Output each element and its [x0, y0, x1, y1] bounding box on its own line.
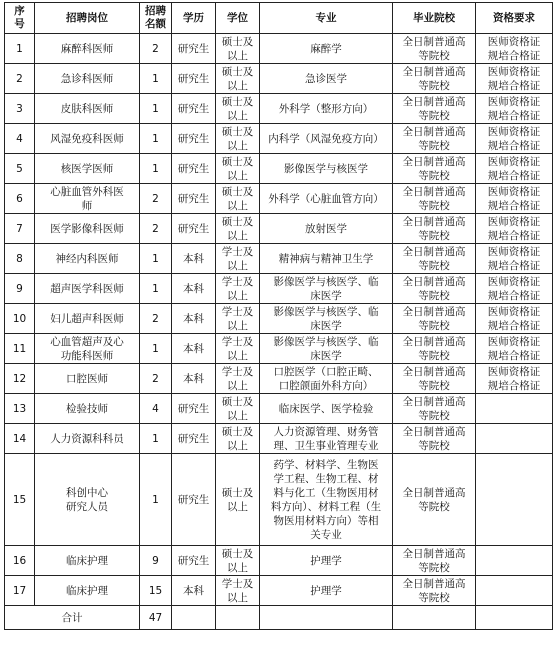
- cell-seq: 15: [5, 454, 35, 546]
- cell-school: 全日制普通高 等院校: [393, 546, 476, 576]
- cell-degree: 学士及 以上: [216, 576, 260, 606]
- cell-major: 放射医学: [260, 214, 393, 244]
- cell-count: 1: [140, 94, 172, 124]
- header-post: 招聘岗位: [35, 3, 140, 34]
- table-row: [5, 184, 553, 214]
- cell-post: 科创中心 研究人员: [35, 454, 140, 546]
- cell-school: 全日制普通高 等院校: [393, 274, 476, 304]
- cell-post: 风湿免疫科医师: [35, 124, 140, 154]
- cell-education: 本科: [172, 244, 216, 274]
- cell-school: 全日制普通高 等院校: [393, 94, 476, 124]
- cell-major: 精神病与精神卫生学: [260, 244, 393, 274]
- cell-requirement: 医师资格证 规培合格证: [476, 274, 553, 304]
- header-education: 学历: [172, 3, 216, 34]
- cell-count: 1: [140, 274, 172, 304]
- cell-education: 研究生: [172, 64, 216, 94]
- cell-post: 妇儿超声科医师: [35, 304, 140, 334]
- cell-degree: 硕士及 以上: [216, 394, 260, 424]
- cell-seq: 13: [5, 394, 35, 424]
- cell-education: 本科: [172, 334, 216, 364]
- header-school: 毕业院校: [393, 3, 476, 34]
- cell-major: 影像医学与核医学: [260, 154, 393, 184]
- cell-post: 超声医学科医师: [35, 274, 140, 304]
- cell-education: 研究生: [172, 424, 216, 454]
- cell-post: 口腔医师: [35, 364, 140, 394]
- cell-major: 影像医学与核医学、临 床医学: [260, 334, 393, 364]
- cell-degree: 硕士及 以上: [216, 184, 260, 214]
- table-body: [5, 34, 553, 630]
- cell-school: 全日制普通高 等院校: [393, 334, 476, 364]
- cell-seq: 5: [5, 154, 35, 184]
- total-row: [5, 606, 553, 630]
- cell-post: 临床护理: [35, 546, 140, 576]
- header-count: 招聘 名额: [140, 3, 172, 34]
- cell-requirement: [476, 454, 553, 546]
- cell-major: 内科学（风湿免疫方向）: [260, 124, 393, 154]
- table-row: [5, 154, 553, 184]
- cell-school: 全日制普通高 等院校: [393, 64, 476, 94]
- cell-count: 2: [140, 214, 172, 244]
- cell-degree: 硕士及 以上: [216, 424, 260, 454]
- cell-count: 1: [140, 64, 172, 94]
- cell-count: 2: [140, 304, 172, 334]
- cell-education: 研究生: [172, 184, 216, 214]
- cell-education: 本科: [172, 576, 216, 606]
- cell-count: 9: [140, 546, 172, 576]
- cell-school: 全日制普通高 等院校: [393, 576, 476, 606]
- cell-major: 影像医学与核医学、临 床医学: [260, 274, 393, 304]
- cell-count: 1: [140, 244, 172, 274]
- header-major: 专业: [260, 3, 393, 34]
- cell-requirement: 医师资格证 规培合格证: [476, 34, 553, 64]
- total-count: 47: [140, 606, 172, 630]
- table-row: [5, 546, 553, 576]
- cell-seq: 4: [5, 124, 35, 154]
- cell-degree: 学士及 以上: [216, 334, 260, 364]
- cell-post: 麻醉科医师: [35, 34, 140, 64]
- cell-post: 心血管超声及心 功能科医师: [35, 334, 140, 364]
- header-degree: 学位: [216, 3, 260, 34]
- cell-post: 核医学医师: [35, 154, 140, 184]
- table-row: [5, 214, 553, 244]
- cell-education: 本科: [172, 364, 216, 394]
- cell-degree: 学士及 以上: [216, 364, 260, 394]
- cell-requirement: 医师资格证 规培合格证: [476, 244, 553, 274]
- cell-seq: 1: [5, 34, 35, 64]
- table-row: [5, 334, 553, 364]
- cell-post: 临床护理: [35, 576, 140, 606]
- table-row: [5, 64, 553, 94]
- cell-count: 2: [140, 364, 172, 394]
- cell-major: 临床医学、医学检验: [260, 394, 393, 424]
- cell-school: 全日制普通高 等院校: [393, 184, 476, 214]
- cell-education: 研究生: [172, 94, 216, 124]
- cell-education: 本科: [172, 304, 216, 334]
- total-empty-cell: [393, 606, 476, 630]
- cell-post: 急诊科医师: [35, 64, 140, 94]
- cell-count: 1: [140, 124, 172, 154]
- cell-seq: 16: [5, 546, 35, 576]
- cell-degree: 学士及 以上: [216, 244, 260, 274]
- cell-seq: 10: [5, 304, 35, 334]
- cell-count: 1: [140, 424, 172, 454]
- cell-degree: 学士及 以上: [216, 274, 260, 304]
- cell-seq: 11: [5, 334, 35, 364]
- cell-school: 全日制普通高 等院校: [393, 124, 476, 154]
- table-row: [5, 394, 553, 424]
- cell-degree: 硕士及 以上: [216, 214, 260, 244]
- cell-seq: 12: [5, 364, 35, 394]
- cell-degree: 硕士及 以上: [216, 154, 260, 184]
- cell-school: 全日制普通高 等院校: [393, 304, 476, 334]
- cell-count: 15: [140, 576, 172, 606]
- cell-seq: 7: [5, 214, 35, 244]
- total-empty-cell: [260, 606, 393, 630]
- cell-requirement: 医师资格证 规培合格证: [476, 334, 553, 364]
- cell-education: 本科: [172, 274, 216, 304]
- cell-school: 全日制普通高 等院校: [393, 154, 476, 184]
- cell-requirement: 医师资格证 规培合格证: [476, 64, 553, 94]
- table-row: [5, 364, 553, 394]
- cell-seq: 3: [5, 94, 35, 124]
- cell-major: 护理学: [260, 576, 393, 606]
- cell-major: 影像医学与核医学、临 床医学: [260, 304, 393, 334]
- cell-requirement: 医师资格证 规培合格证: [476, 154, 553, 184]
- cell-major: 麻醉学: [260, 34, 393, 64]
- cell-seq: 17: [5, 576, 35, 606]
- cell-education: 研究生: [172, 214, 216, 244]
- total-label: 合计: [5, 606, 140, 630]
- cell-major: 急诊医学: [260, 64, 393, 94]
- table-row: [5, 274, 553, 304]
- cell-school: 全日制普通高 等院校: [393, 364, 476, 394]
- recruitment-table: [4, 2, 553, 630]
- cell-count: 2: [140, 184, 172, 214]
- cell-school: 全日制普通高 等院校: [393, 454, 476, 546]
- cell-seq: 8: [5, 244, 35, 274]
- cell-school: 全日制普通高 等院校: [393, 424, 476, 454]
- cell-major: 人力资源管理、财务管 理、卫生事业管理专业: [260, 424, 393, 454]
- cell-major: 药学、材料学、生物医 学工程、生物工程、材 料与化工（生物医用材 料方向）、材料工程（生 物医用材料方向）等相 关专业: [260, 454, 393, 546]
- cell-requirement: 医师资格证 规培合格证: [476, 184, 553, 214]
- cell-education: 研究生: [172, 394, 216, 424]
- cell-requirement: 医师资格证 规培合格证: [476, 214, 553, 244]
- cell-post: 神经内科医师: [35, 244, 140, 274]
- cell-major: 外科学（整形方向）: [260, 94, 393, 124]
- cell-count: 1: [140, 454, 172, 546]
- table-row: [5, 94, 553, 124]
- cell-degree: 硕士及 以上: [216, 454, 260, 546]
- cell-seq: 2: [5, 64, 35, 94]
- cell-degree: 硕士及 以上: [216, 546, 260, 576]
- cell-education: 研究生: [172, 454, 216, 546]
- cell-seq: 14: [5, 424, 35, 454]
- cell-count: 1: [140, 154, 172, 184]
- table-row: [5, 454, 553, 546]
- cell-education: 研究生: [172, 34, 216, 64]
- cell-count: 2: [140, 34, 172, 64]
- table-row: [5, 424, 553, 454]
- cell-major: 外科学（心脏血管方向）: [260, 184, 393, 214]
- cell-major: 口腔医学（口腔正畸、 口腔颌面外科方向）: [260, 364, 393, 394]
- cell-post: 心脏血管外科医 师: [35, 184, 140, 214]
- cell-degree: 学士及 以上: [216, 304, 260, 334]
- cell-education: 研究生: [172, 124, 216, 154]
- cell-post: 皮肤科医师: [35, 94, 140, 124]
- cell-education: 研究生: [172, 154, 216, 184]
- cell-degree: 硕士及 以上: [216, 64, 260, 94]
- cell-degree: 硕士及 以上: [216, 94, 260, 124]
- cell-post: 人力资源科科员: [35, 424, 140, 454]
- cell-education: 研究生: [172, 546, 216, 576]
- cell-requirement: [476, 424, 553, 454]
- cell-seq: 9: [5, 274, 35, 304]
- cell-requirement: [476, 546, 553, 576]
- header-row: [5, 3, 553, 34]
- cell-requirement: [476, 576, 553, 606]
- cell-school: 全日制普通高 等院校: [393, 214, 476, 244]
- total-empty-cell: [216, 606, 260, 630]
- table-row: [5, 576, 553, 606]
- cell-count: 4: [140, 394, 172, 424]
- cell-school: 全日制普通高 等院校: [393, 34, 476, 64]
- cell-requirement: 医师资格证 规培合格证: [476, 364, 553, 394]
- cell-seq: 6: [5, 184, 35, 214]
- header-seq: 序 号: [5, 3, 35, 34]
- cell-requirement: [476, 394, 553, 424]
- cell-post: 医学影像科医师: [35, 214, 140, 244]
- cell-post: 检验技师: [35, 394, 140, 424]
- cell-degree: 硕士及 以上: [216, 124, 260, 154]
- table-row: [5, 124, 553, 154]
- cell-requirement: 医师资格证 规培合格证: [476, 124, 553, 154]
- header-requirement: 资格要求: [476, 3, 553, 34]
- total-empty-cell: [476, 606, 553, 630]
- cell-count: 1: [140, 334, 172, 364]
- total-empty-cell: [172, 606, 216, 630]
- cell-degree: 硕士及 以上: [216, 34, 260, 64]
- table-row: [5, 244, 553, 274]
- table-row: [5, 34, 553, 64]
- table-row: [5, 304, 553, 334]
- cell-school: 全日制普通高 等院校: [393, 394, 476, 424]
- cell-requirement: 医师资格证 规培合格证: [476, 94, 553, 124]
- cell-requirement: 医师资格证 规培合格证: [476, 304, 553, 334]
- cell-school: 全日制普通高 等院校: [393, 244, 476, 274]
- cell-major: 护理学: [260, 546, 393, 576]
